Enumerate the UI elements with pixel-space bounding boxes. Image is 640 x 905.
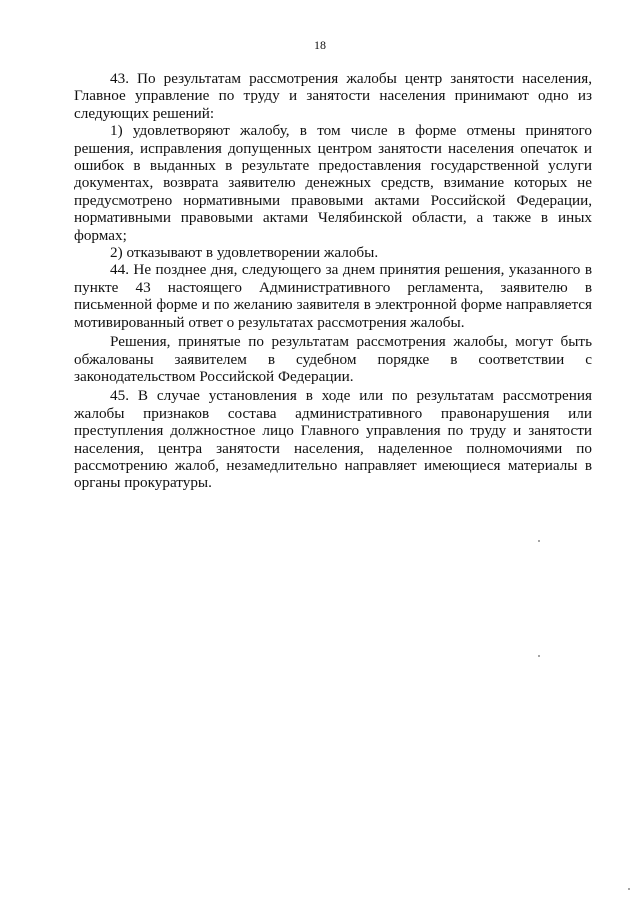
document-body bbox=[74, 70, 592, 492]
paragraph-43-option-1: 1) удовлетворяют жалобу, в том числе в форме отмены принятого решения, исправления допущенных центром занятости населения опечаток и ошибок в выданных в результате предоставления государственной услуги документах, возврата заявителю денежных средств, взимание которых не предусмотрено нормативными правовыми актами Российской Федерации, нормативными правовыми актами Челябинской области, а также в иных формах; bbox=[74, 122, 592, 244]
paragraph-43-option-2: 2) отказывают в удовлетворении жалобы. bbox=[110, 244, 379, 262]
paragraph-45: 45. В случае установления в ходе или по результатам рассмотрения жалобы признаков состава административного правонарушения или преступления должностное лицо Главного управления по труду и занятости населения, центра занятости населения, наделенное полномочиями по рассмотрению жалоб, незамедлительно направляет имеющиеся материалы в органы прокуратуры. bbox=[74, 387, 592, 492]
scan-speck bbox=[538, 655, 540, 657]
page-number: 18 bbox=[314, 38, 326, 52]
paragraph-44: 44. Не позднее дня, следующего за днем принятия решения, указанного в пункте 43 настоящего Административного регламента, заявителю в письменной форме и по желанию заявителя в электронной форме направляется мотивированный ответ о результатах рассмотрения жалобы. bbox=[74, 261, 592, 331]
paragraph-43: 43. По результатам рассмотрения жалобы центр занятости населения, Главное управление по труду и занятости населения принимают одно из следующих решений: bbox=[74, 70, 592, 122]
paragraph-appeal: Решения, принятые по результатам рассмотрения жалобы, могут быть обжалованы заявителем в судебном порядке в соответствии с законодательством Российской Федерации. bbox=[74, 333, 592, 385]
scan-speck bbox=[628, 888, 630, 890]
scan-speck bbox=[538, 540, 540, 542]
